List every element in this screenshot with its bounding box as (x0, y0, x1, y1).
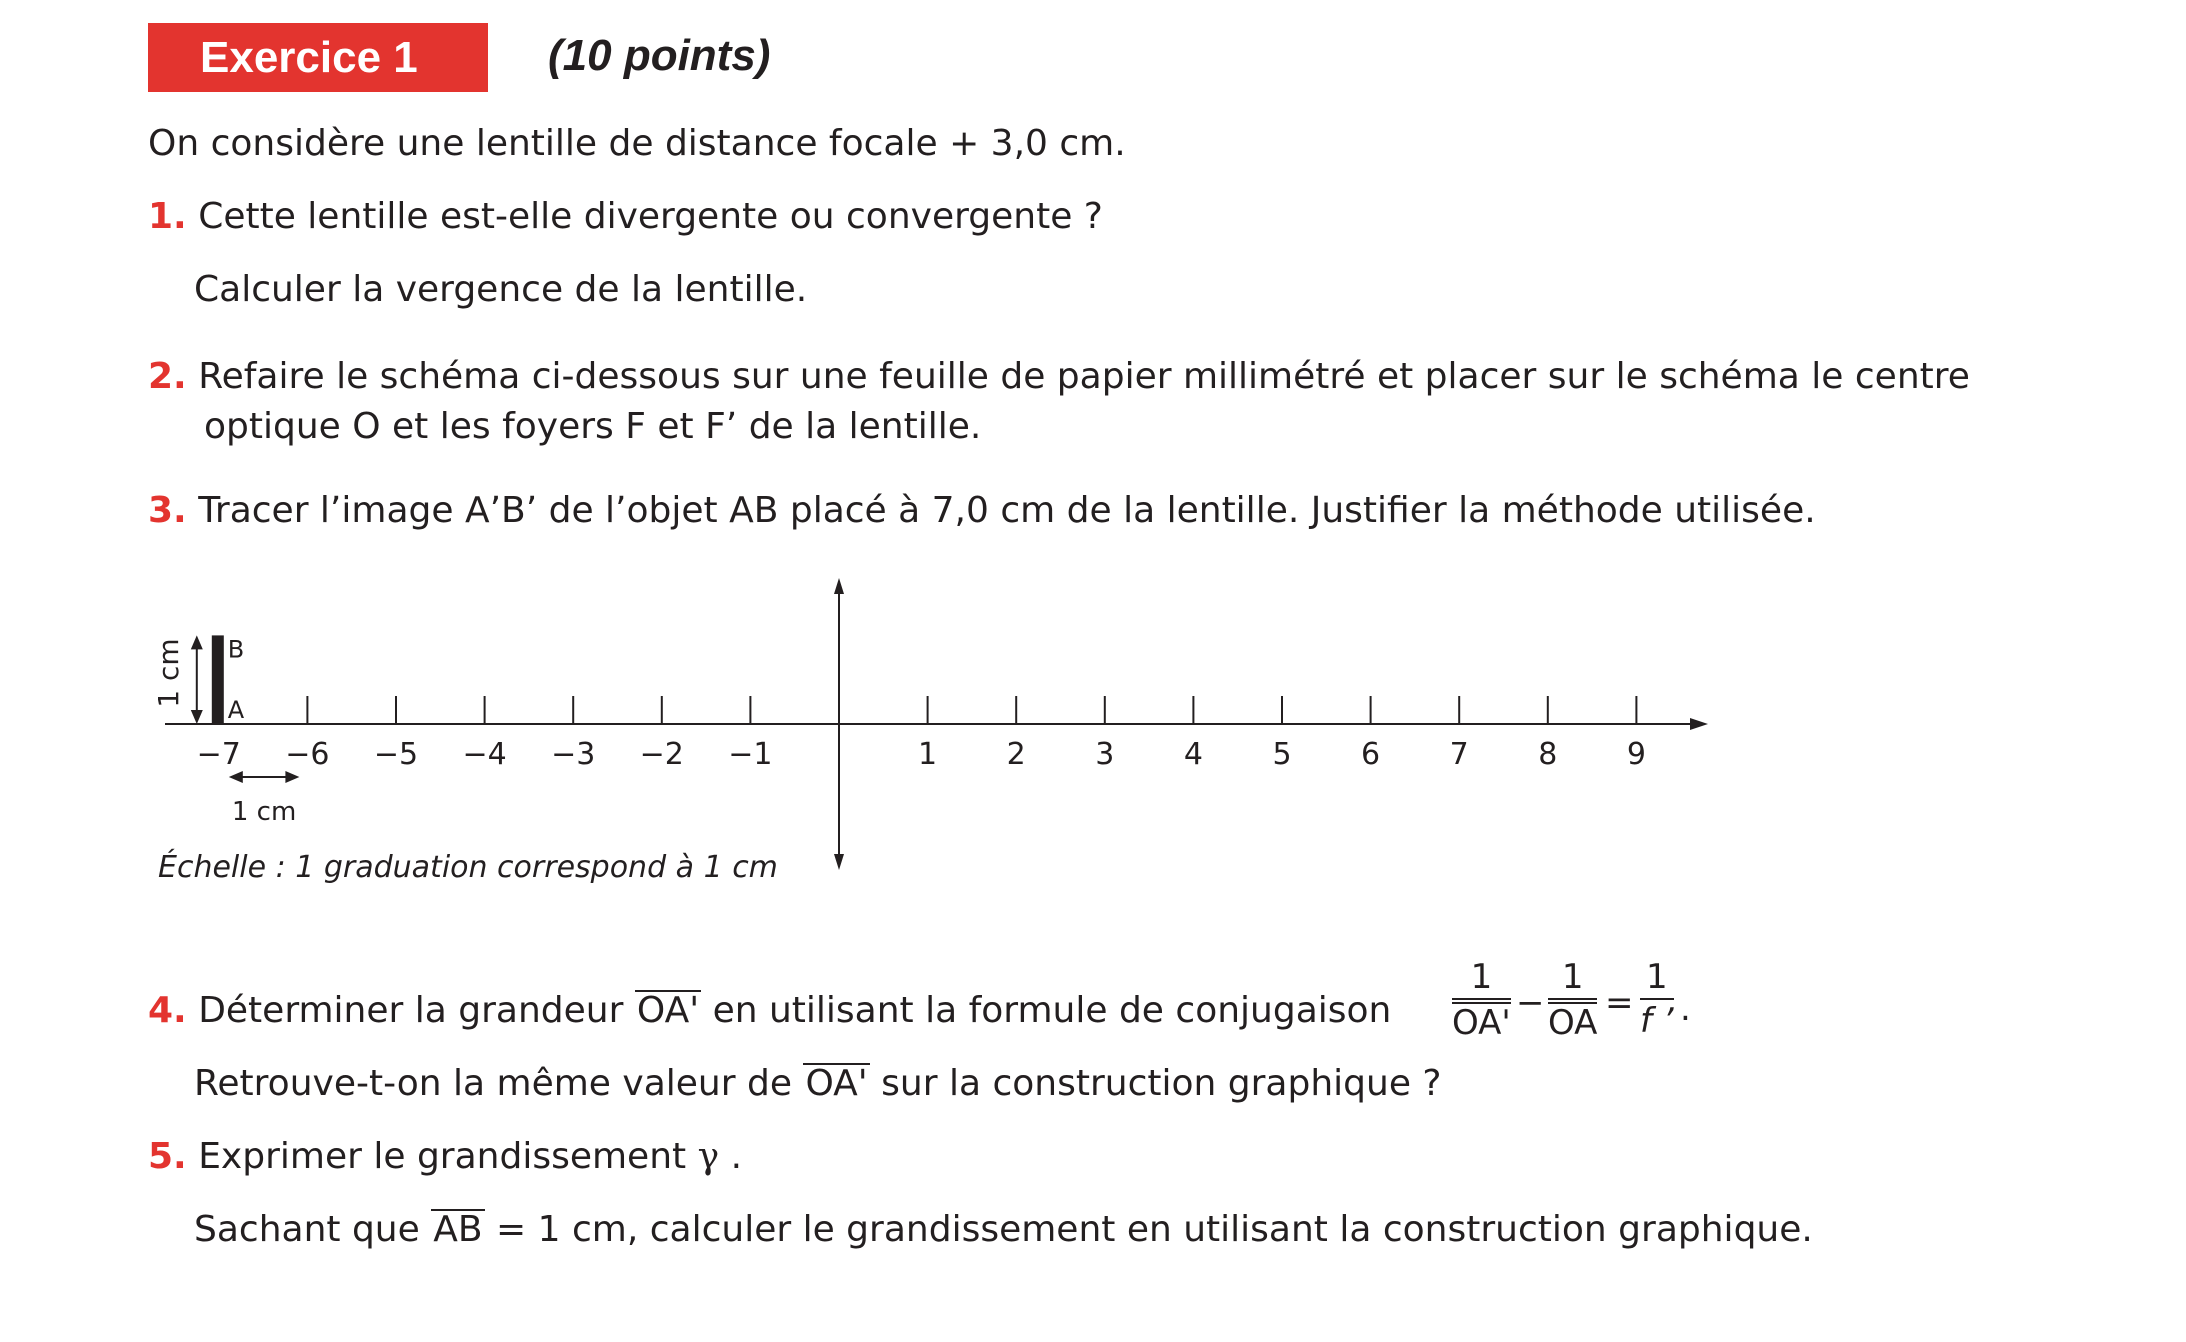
tick-label: 7 (1449, 737, 1469, 772)
minus-sign: − (1516, 983, 1545, 1023)
height-arrow-head-top (191, 635, 203, 649)
denominator: OA (1548, 1003, 1598, 1043)
period: . (1680, 989, 1691, 1029)
numerator: 1 (1561, 957, 1584, 997)
lens-arrow-top (834, 578, 844, 594)
tick-label: −4 (462, 737, 507, 772)
fraction-bar (1640, 998, 1674, 1000)
ab-vector: AB (433, 1209, 483, 1250)
question-number: 4. (148, 990, 187, 1031)
scale-caption: Échelle : 1 graduation correspond à 1 cm (158, 850, 778, 885)
tick-label: 3 (1095, 737, 1115, 772)
numerator: 1 (1645, 957, 1668, 997)
label-A: A (227, 696, 245, 724)
fraction-1-over-f-prime (1640, 958, 1674, 1040)
object-AB (212, 635, 224, 724)
question-number: 2. (148, 356, 187, 397)
scale-label: 1 cm (231, 797, 297, 827)
scale-arrow-head-right (285, 771, 299, 783)
height-label: 1 cm (152, 638, 185, 708)
question-text: Refaire le schéma ci-dessous sur une feuille de papier millimétré et placer sur le schéma le centre (198, 356, 1970, 397)
question-text: Retrouve-t-on la même valeur de (194, 1063, 792, 1104)
fraction-1-over-oa (1548, 958, 1597, 1042)
denominator: OA' (1452, 1003, 1511, 1043)
question-text: Cette lentille est-elle divergente ou convergente ? (198, 196, 1103, 237)
question-4 (148, 988, 1391, 1034)
tick-label: 9 (1626, 737, 1646, 772)
ab-value: = 1 cm (496, 1209, 627, 1250)
tick-label: −5 (373, 737, 419, 772)
question-text: Déterminer la grandeur (198, 990, 624, 1031)
axis-arrow (1690, 718, 1708, 730)
question-text: Sachant que (194, 1209, 420, 1250)
question-text: en utilisant la formule de conjugaison (712, 990, 1392, 1031)
question-text: , calculer le grandissement en utilisant la construction graphique. (626, 1209, 1813, 1250)
exercise-title: Exercice 1 (200, 33, 418, 82)
tick-label: −7 (196, 737, 241, 772)
label-B: B (227, 635, 245, 664)
tick-label: 6 (1361, 737, 1381, 772)
fraction-1-over-oa-prime (1452, 958, 1511, 1042)
lens-arrow-bottom (834, 854, 844, 870)
period: . (730, 1136, 743, 1177)
height-arrow-head-bottom (191, 710, 203, 724)
denominator: f ’ (1640, 1001, 1674, 1041)
numerator: 1 (1470, 957, 1493, 997)
oa-prime-vector: OA' (636, 990, 700, 1031)
question-text: Exprimer le grandissement (198, 1136, 687, 1177)
question-5 (148, 1134, 742, 1180)
fraction-bar (1548, 998, 1597, 1000)
tick-label: 8 (1538, 737, 1558, 772)
tick-label: −2 (639, 737, 684, 772)
tick-label: −3 (551, 737, 596, 772)
question-text: sur la construction graphique ? (881, 1063, 1442, 1104)
oa-prime-vector: OA' (805, 1063, 868, 1104)
tick-label: 4 (1183, 737, 1203, 772)
tick-label: 1 (918, 737, 938, 772)
question-2-line-2: optique O et les foyers F et F’ de la lentille. (204, 406, 982, 447)
intro-text: On considère une lentille de distance focale + 3,0 cm. (148, 123, 1126, 164)
question-1-line-2: Calculer la vergence de la lentille. (194, 269, 808, 310)
tick-label: 2 (1006, 737, 1026, 772)
scale-arrow-head-left (229, 771, 243, 783)
question-number: 1. (148, 196, 187, 237)
question-number: 5. (148, 1136, 187, 1177)
question-4-line-2 (194, 1061, 1442, 1107)
question-text: Tracer l’image A’B’ de l’objet AB placé à 7,0 cm de la lentille. Justifier la méthode utilisée. (198, 490, 1816, 531)
gamma-symbol: γ (697, 1136, 720, 1177)
fraction-bar (1452, 998, 1511, 1000)
question-5-line-2 (194, 1207, 1813, 1253)
tick-label: −1 (728, 737, 773, 772)
tick-label: −6 (285, 737, 330, 772)
points-label: (10 points) (548, 31, 771, 80)
equals-sign: = (1605, 983, 1634, 1023)
tick-label: 5 (1272, 737, 1292, 772)
question-number: 3. (148, 490, 187, 531)
